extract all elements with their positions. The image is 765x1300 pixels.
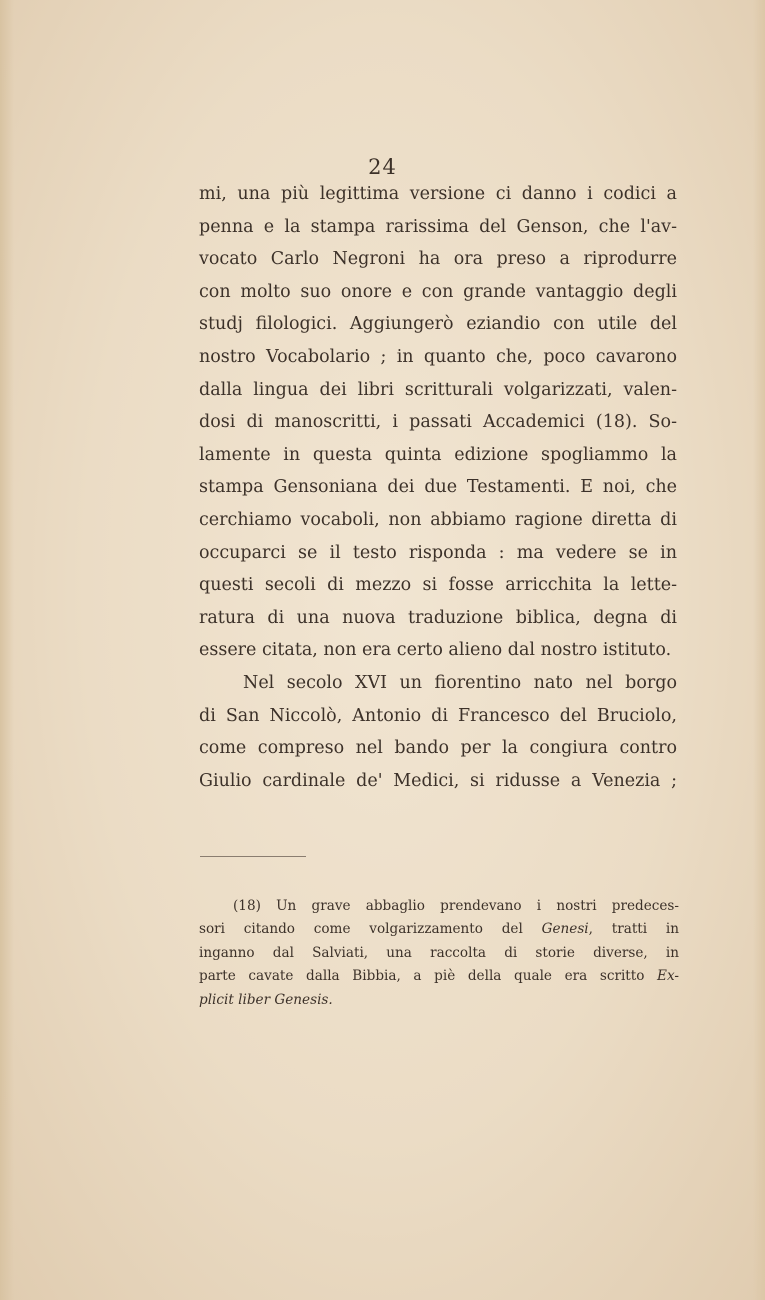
paragraph-first-line: Nel secolo XVI un fiorentino nato nel borgo (243, 672, 677, 693)
text-line: con molto suo onore e con grande vantaggio degli (199, 281, 677, 302)
text-line: dosi di manoscritti, i passati Accademici (18). So- (199, 412, 677, 433)
footnote-line: plicit liber Genesis. (199, 991, 333, 1008)
text-line: essere citata, non era certo alieno dal nostro istituto. (199, 640, 672, 661)
text-line: stampa Gensoniana dei due Testamenti. E noi, che (199, 477, 677, 498)
text-line: lamente in questa quinta edizione spogliammo la (199, 444, 677, 465)
text-line: occuparci se il testo risponda : ma vedere se in (199, 542, 677, 563)
footnote-line: (18) Un grave abbaglio prendevano i nostri predeces- (233, 898, 679, 914)
text-line: come compreso nel bando per la congiura contro (199, 738, 677, 759)
page-left-edge-shadow (0, 0, 14, 1300)
footnote (199, 895, 679, 1012)
footnote-text: sori citando come volgarizzamento del (199, 921, 523, 938)
body-text (199, 178, 677, 797)
page-right-edge-shadow (753, 0, 765, 1300)
text-line: penna e la stampa rarissima del Genson, che l'av- (199, 216, 677, 237)
footnote-text: , tratti in (588, 921, 679, 938)
text-line: mi, una più legittima versione ci danno i codici a (199, 184, 677, 204)
text-line: studj filologici. Aggiungerò eziandio con utile del (199, 314, 677, 335)
text-line: di San Niccolò, Antonio di Francesco del Bruciolo, (199, 705, 677, 726)
footnote-line (199, 965, 679, 988)
footnote-text: parte cavate dalla Bibbia, a piè della quale era scritto (199, 968, 645, 985)
footnote-line (199, 918, 679, 941)
page-number: 24 (368, 155, 397, 179)
text-line: vocato Carlo Negroni ha ora preso a riprodurre (199, 249, 677, 270)
footnote-separator (200, 856, 306, 857)
text-line: questi secoli di mezzo si fosse arricchita la lette- (199, 575, 677, 596)
text-line: dalla lingua dei libri scritturali volgarizzati, valen- (199, 379, 677, 400)
footnote-line: inganno dal Salviati, una raccolta di storie diverse, in (199, 944, 679, 961)
text-line: cerchiamo vocaboli, non abbiamo ragione diretta di (199, 509, 677, 530)
footnote-italic-title: Genesi (541, 921, 589, 938)
text-line: Giulio cardinale de' Medici, si ridusse a Venezia ; (199, 770, 677, 791)
footnote-italic-text: Ex- (657, 968, 679, 985)
text-line: ratura di una nuova traduzione biblica, degna di (199, 607, 677, 628)
text-line: nostro Vocabolario ; in quanto che, poco cavarono (199, 346, 677, 367)
